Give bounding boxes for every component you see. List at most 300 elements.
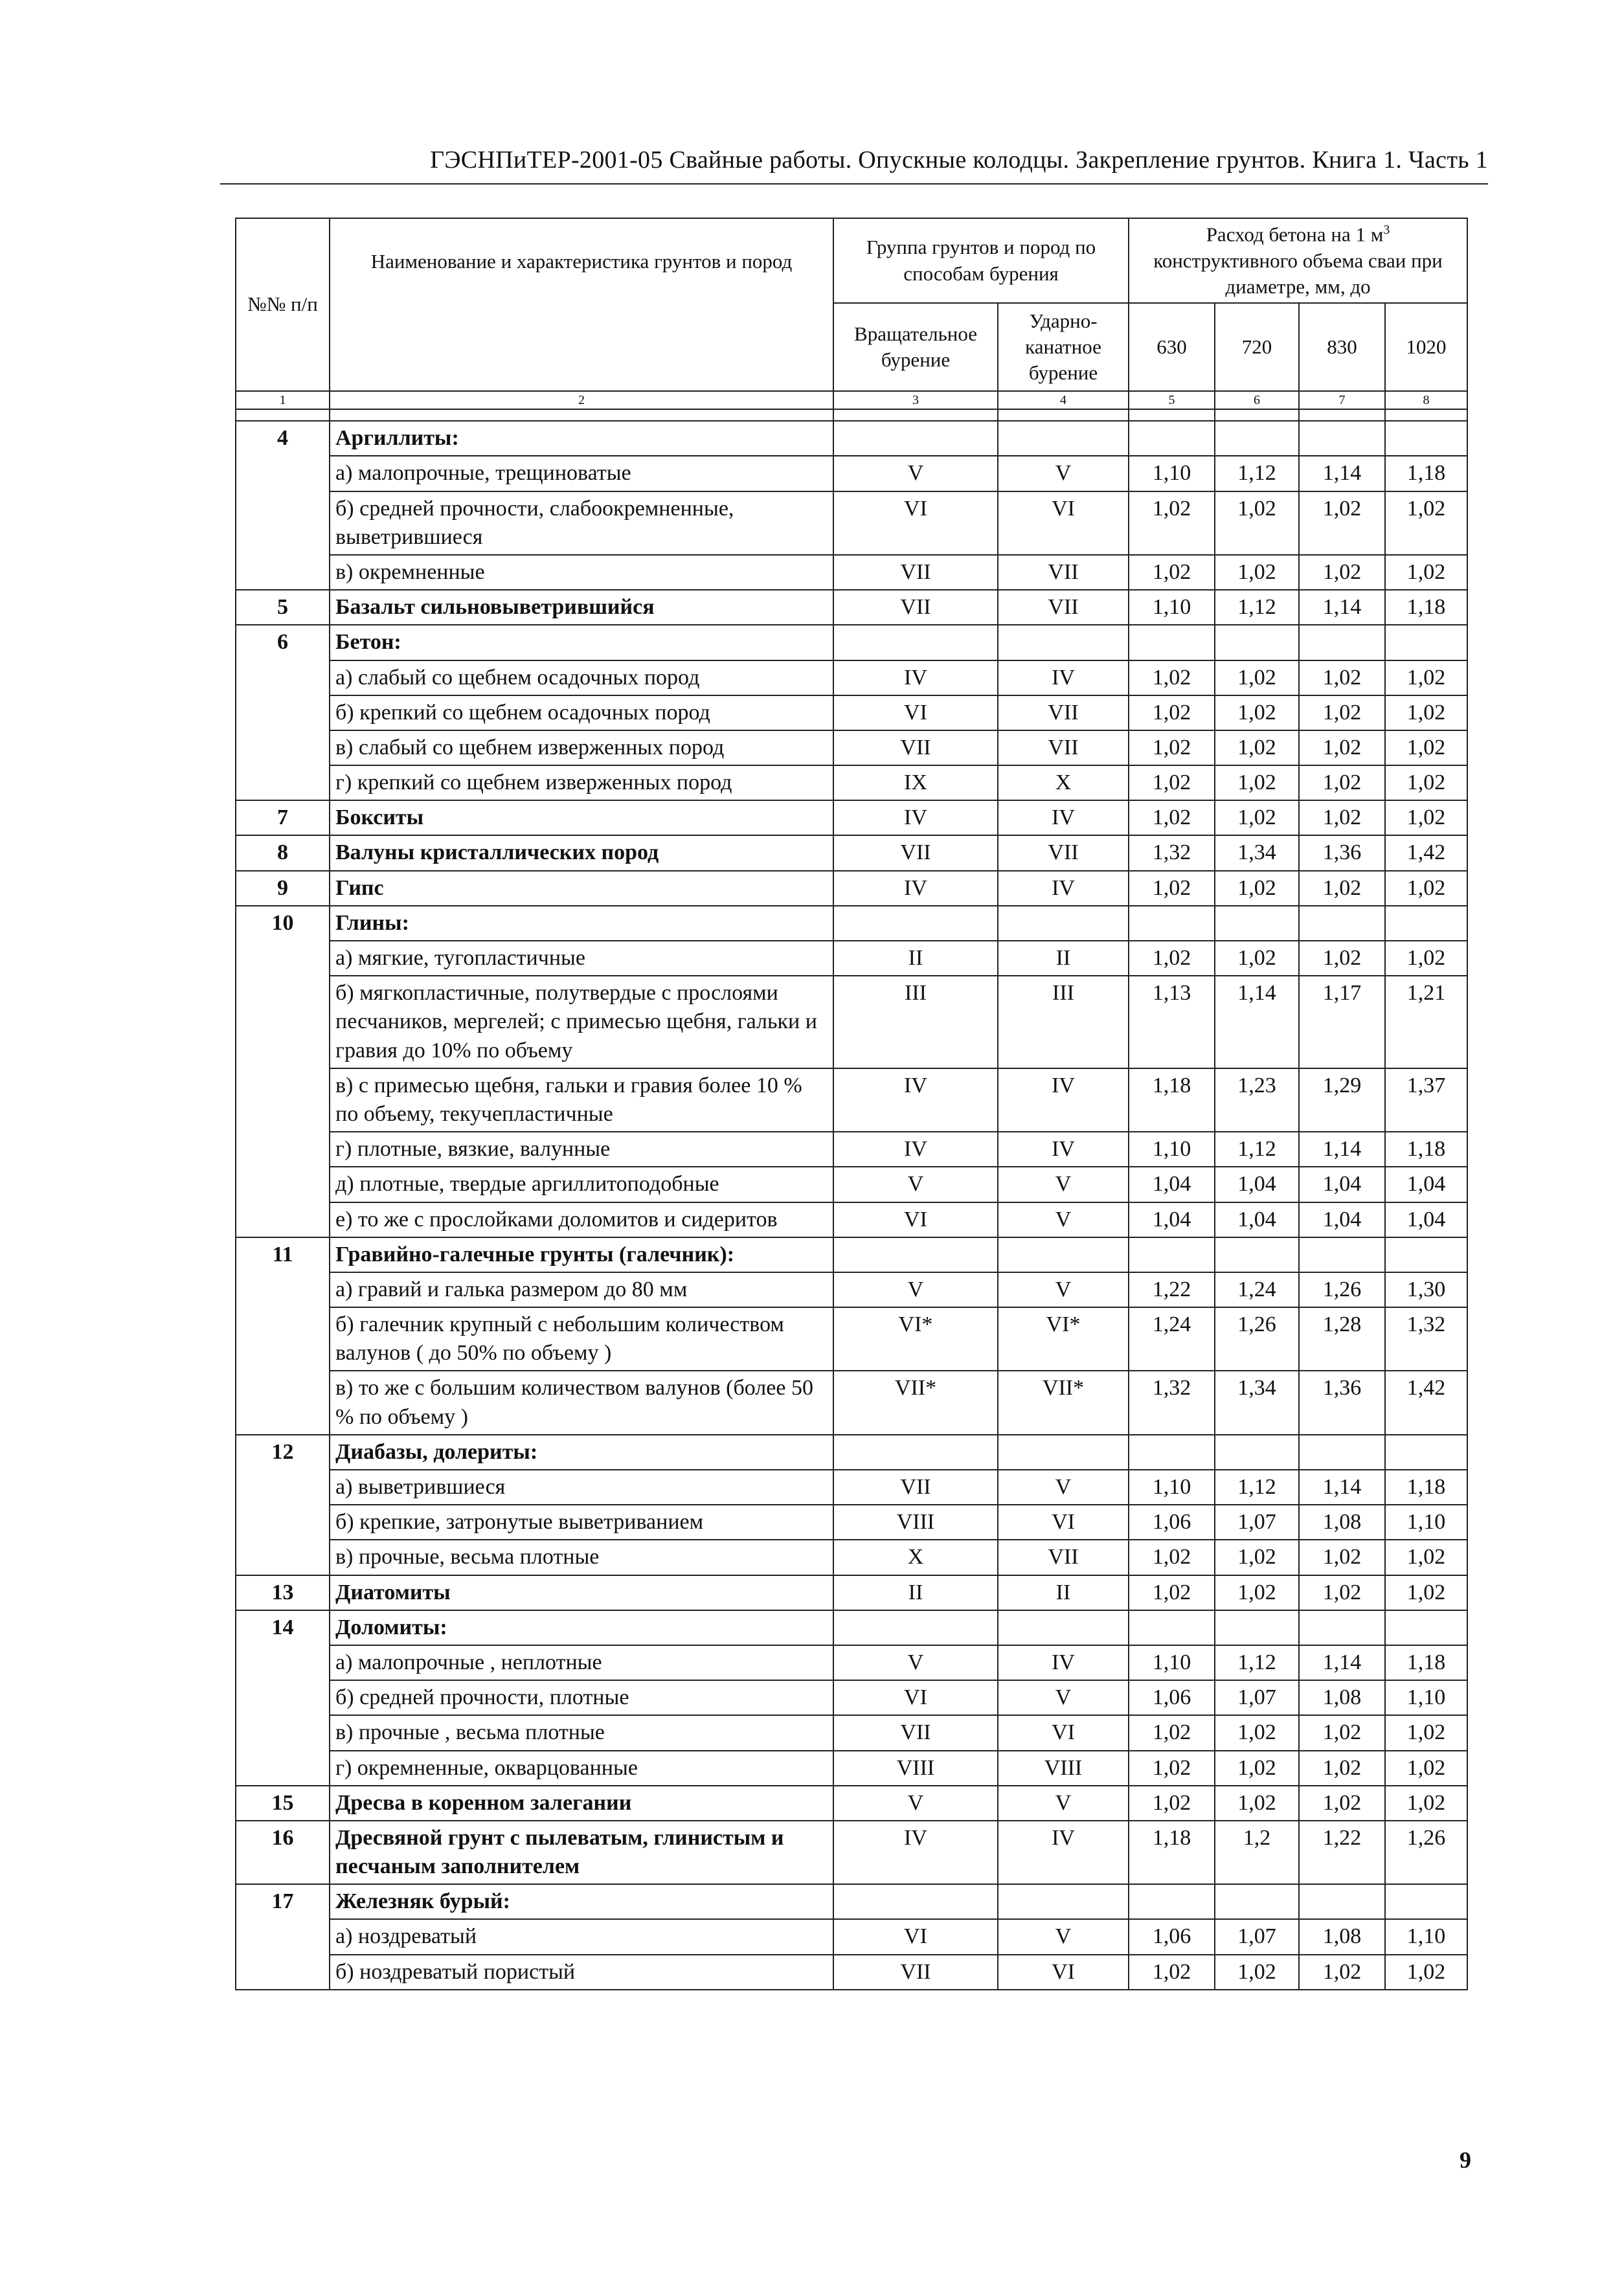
table-row xyxy=(236,456,1467,491)
group-number: 6 xyxy=(236,625,330,800)
table-row xyxy=(236,1645,1467,1680)
consumption-value: 1,08 xyxy=(1299,1919,1385,1954)
consumption-value: 1,06 xyxy=(1129,1505,1215,1540)
rotary-group: V xyxy=(833,456,998,491)
consumption-value: 1,04 xyxy=(1299,1167,1385,1202)
empty-cell xyxy=(1299,1435,1385,1470)
rotary-group: VII xyxy=(833,590,998,625)
consumption-value: 1,32 xyxy=(1129,835,1215,870)
consumption-value: 1,02 xyxy=(1299,491,1385,555)
consumption-label-a: Расход бетона на 1 м xyxy=(1206,223,1384,246)
empty-cell xyxy=(1215,1610,1299,1645)
consumption-value: 1,02 xyxy=(1299,1786,1385,1821)
empty-cell xyxy=(1129,906,1215,941)
table-row xyxy=(236,660,1467,695)
rotary-group: VII xyxy=(833,1715,998,1750)
consumption-value: 1,04 xyxy=(1385,1167,1467,1202)
table-row xyxy=(236,1167,1467,1202)
rotary-group: VII xyxy=(833,555,998,590)
consumption-value: 1,02 xyxy=(1215,1540,1299,1575)
percussion-group: VII xyxy=(998,730,1129,765)
consumption-value: 1,06 xyxy=(1129,1680,1215,1715)
rotary-group: VI xyxy=(833,1202,998,1237)
empty-cell xyxy=(1129,1237,1215,1272)
group-row xyxy=(236,906,1467,941)
percussion-group: VII xyxy=(998,835,1129,870)
consumption-value: 1,26 xyxy=(1299,1272,1385,1307)
rotary-group: VI xyxy=(833,491,998,555)
rotary-group: VII xyxy=(833,1470,998,1505)
row-name: в) прочные, весьма плотные xyxy=(330,1540,833,1575)
group-number: 8 xyxy=(236,835,330,870)
consumption-value: 1,04 xyxy=(1129,1202,1215,1237)
empty-cell xyxy=(1129,1610,1215,1645)
consumption-value: 1,04 xyxy=(1129,1167,1215,1202)
consumption-value: 1,18 xyxy=(1385,590,1467,625)
consumption-value: 1,02 xyxy=(1299,1955,1385,1990)
consumption-value: 1,10 xyxy=(1129,590,1215,625)
empty-cell xyxy=(998,1237,1129,1272)
rotary-group: IV xyxy=(833,871,998,906)
consumption-value: 1,02 xyxy=(1385,800,1467,835)
table-row xyxy=(236,1068,1467,1132)
consumption-value: 1,10 xyxy=(1385,1919,1467,1954)
percussion-group: V xyxy=(998,1919,1129,1954)
table-row xyxy=(236,491,1467,555)
col-header-rotary: Вращательное бурение xyxy=(833,303,998,391)
consumption-value: 1,02 xyxy=(1215,941,1299,976)
col-index: 5 xyxy=(1129,391,1215,409)
page-header: ГЭСНПиТЕР-2001-05 Свайные работы. Опускные колодцы. Закрепление грунтов. Книга 1. Часть 1 xyxy=(220,146,1488,185)
consumption-value: 1,32 xyxy=(1129,1371,1215,1434)
empty-cell xyxy=(1129,625,1215,660)
consumption-label-b: конструктивного объема сваи при диаметре, мм, до xyxy=(1153,249,1443,298)
consumption-value: 1,02 xyxy=(1385,1575,1467,1610)
percussion-group: II xyxy=(998,1575,1129,1610)
consumption-value: 1,12 xyxy=(1215,590,1299,625)
percussion-group: V xyxy=(998,1680,1129,1715)
rotary-group: VI xyxy=(833,1919,998,1954)
consumption-value: 1,02 xyxy=(1215,555,1299,590)
consumption-value: 1,07 xyxy=(1215,1505,1299,1540)
consumption-value: 1,36 xyxy=(1299,1371,1385,1434)
percussion-group: VIII xyxy=(998,1751,1129,1786)
col-header-percussion: Ударно-канатное бурение xyxy=(998,303,1129,391)
consumption-value: 1,02 xyxy=(1385,555,1467,590)
group-row xyxy=(236,625,1467,660)
row-name: г) окремненные, окварцованные xyxy=(330,1751,833,1786)
col-index: 8 xyxy=(1385,391,1467,409)
table-row xyxy=(236,1371,1467,1434)
table-row xyxy=(236,1955,1467,1990)
consumption-value: 1,18 xyxy=(1385,1645,1467,1680)
row-name: а) слабый со щебнем осадочных пород xyxy=(330,660,833,695)
consumption-value: 1,24 xyxy=(1129,1307,1215,1371)
consumption-value: 1,02 xyxy=(1129,491,1215,555)
percussion-group: VII xyxy=(998,695,1129,730)
consumption-value: 1,21 xyxy=(1385,976,1467,1068)
consumption-value: 1,02 xyxy=(1299,660,1385,695)
percussion-group: IV xyxy=(998,1068,1129,1132)
empty-cell xyxy=(1385,625,1467,660)
row-name: в) прочные , весьма плотные xyxy=(330,1715,833,1750)
col-index: 1 xyxy=(236,391,330,409)
table-row xyxy=(236,1505,1467,1540)
consumption-value: 1,30 xyxy=(1385,1272,1467,1307)
rotary-group: VII* xyxy=(833,1371,998,1434)
consumption-value: 1,02 xyxy=(1129,660,1215,695)
group-row xyxy=(236,1610,1467,1645)
consumption-value: 1,02 xyxy=(1299,765,1385,800)
consumption-value: 1,2 xyxy=(1215,1821,1299,1884)
table-row xyxy=(236,1470,1467,1505)
table-row xyxy=(236,941,1467,976)
consumption-value: 1,13 xyxy=(1129,976,1215,1068)
empty-cell xyxy=(833,1884,998,1919)
consumption-value: 1,04 xyxy=(1215,1202,1299,1237)
consumption-value: 1,02 xyxy=(1385,1955,1467,1990)
consumption-value: 1,02 xyxy=(1299,1751,1385,1786)
empty-cell xyxy=(1299,1884,1385,1919)
group-row xyxy=(236,1884,1467,1919)
consumption-value: 1,10 xyxy=(1129,456,1215,491)
percussion-group: IV xyxy=(998,660,1129,695)
consumption-value: 1,12 xyxy=(1215,1132,1299,1167)
percussion-group: X xyxy=(998,765,1129,800)
consumption-value: 1,02 xyxy=(1129,555,1215,590)
consumption-value: 1,12 xyxy=(1215,1645,1299,1680)
consumption-value: 1,26 xyxy=(1385,1821,1467,1884)
consumption-value: 1,23 xyxy=(1215,1068,1299,1132)
rotary-group: IV xyxy=(833,1132,998,1167)
group-row xyxy=(236,590,1467,625)
consumption-value: 1,12 xyxy=(1215,1470,1299,1505)
group-number: 10 xyxy=(236,906,330,1237)
empty-cell xyxy=(1215,1884,1299,1919)
row-name: в) слабый со щебнем изверженных пород xyxy=(330,730,833,765)
consumption-value: 1,32 xyxy=(1385,1307,1467,1371)
consumption-value: 1,18 xyxy=(1385,1470,1467,1505)
consumption-value: 1,14 xyxy=(1299,456,1385,491)
consumption-value: 1,02 xyxy=(1385,765,1467,800)
consumption-value: 1,29 xyxy=(1299,1068,1385,1132)
percussion-group: III xyxy=(998,976,1129,1068)
group-number: 7 xyxy=(236,800,330,835)
consumption-value: 1,37 xyxy=(1385,1068,1467,1132)
group-number: 13 xyxy=(236,1575,330,1610)
row-name: б) средней прочности, слабоокремненные, выветрившиеся xyxy=(330,491,833,555)
consumption-value: 1,02 xyxy=(1215,1751,1299,1786)
group-row xyxy=(236,1786,1467,1821)
table-row xyxy=(236,1132,1467,1167)
consumption-value: 1,02 xyxy=(1129,1715,1215,1750)
row-name: а) выветрившиеся xyxy=(330,1470,833,1505)
percussion-group: V xyxy=(998,1272,1129,1307)
percussion-group: II xyxy=(998,941,1129,976)
row-name: а) гравий и галька размером до 80 мм xyxy=(330,1272,833,1307)
percussion-group: IV xyxy=(998,1645,1129,1680)
group-title: Гравийно-галечные грунты (галечник): xyxy=(330,1237,833,1272)
consumption-value: 1,14 xyxy=(1215,976,1299,1068)
empty-cell xyxy=(1385,906,1467,941)
percussion-group: VII xyxy=(998,555,1129,590)
consumption-value: 1,02 xyxy=(1129,1955,1215,1990)
consumption-value: 1,02 xyxy=(1215,1786,1299,1821)
consumption-value: 1,02 xyxy=(1299,555,1385,590)
percussion-group: VI xyxy=(998,1505,1129,1540)
group-row xyxy=(236,1237,1467,1272)
empty-cell xyxy=(1299,625,1385,660)
table-row xyxy=(236,1540,1467,1575)
consumption-value: 1,04 xyxy=(1385,1202,1467,1237)
consumption-value: 1,02 xyxy=(1299,941,1385,976)
consumption-value: 1,02 xyxy=(1215,1955,1299,1990)
rotary-group: X xyxy=(833,1540,998,1575)
consumption-value: 1,02 xyxy=(1215,491,1299,555)
table-row xyxy=(236,1751,1467,1786)
percussion-group: V xyxy=(998,1202,1129,1237)
empty-cell xyxy=(1215,625,1299,660)
row-name: г) плотные, вязкие, валунные xyxy=(330,1132,833,1167)
consumption-value: 1,02 xyxy=(1129,1786,1215,1821)
group-row xyxy=(236,1435,1467,1470)
consumption-value: 1,02 xyxy=(1299,730,1385,765)
empty-cell xyxy=(1299,906,1385,941)
rotary-group: V xyxy=(833,1167,998,1202)
consumption-value: 1,10 xyxy=(1385,1505,1467,1540)
empty-cell xyxy=(998,625,1129,660)
rotary-group: VII xyxy=(833,730,998,765)
consumption-value: 1,02 xyxy=(1215,765,1299,800)
row-name: б) крепкий со щебнем осадочных пород xyxy=(330,695,833,730)
table-row xyxy=(236,1715,1467,1750)
row-name: б) крепкие, затронутые выветриванием xyxy=(330,1505,833,1540)
group-title: Валуны кристаллических пород xyxy=(330,835,833,870)
table-row xyxy=(236,765,1467,800)
table-row xyxy=(236,976,1467,1068)
consumption-value: 1,26 xyxy=(1215,1307,1299,1371)
group-row xyxy=(236,1575,1467,1610)
consumption-value: 1,02 xyxy=(1385,1751,1467,1786)
consumption-value: 1,02 xyxy=(1215,730,1299,765)
consumption-value: 1,04 xyxy=(1215,1167,1299,1202)
consumption-value: 1,34 xyxy=(1215,1371,1299,1434)
rotary-group: VII xyxy=(833,1955,998,1990)
rotary-group: III xyxy=(833,976,998,1068)
group-title: Базальт сильновыветрившийся xyxy=(330,590,833,625)
group-title: Бокситы xyxy=(330,800,833,835)
consumption-value: 1,36 xyxy=(1299,835,1385,870)
consumption-value: 1,08 xyxy=(1299,1680,1385,1715)
empty-cell xyxy=(1385,1884,1467,1919)
empty-cell xyxy=(998,1884,1129,1919)
empty-cell xyxy=(998,1610,1129,1645)
consumption-value: 1,06 xyxy=(1129,1919,1215,1954)
empty-cell xyxy=(998,421,1129,456)
consumption-value: 1,02 xyxy=(1385,1715,1467,1750)
row-name: е) то же с прослойками доломитов и сидеритов xyxy=(330,1202,833,1237)
percussion-group: VI* xyxy=(998,1307,1129,1371)
group-title: Глины: xyxy=(330,906,833,941)
group-number: 5 xyxy=(236,590,330,625)
group-title: Диатомиты xyxy=(330,1575,833,1610)
consumption-value: 1,02 xyxy=(1299,695,1385,730)
consumption-value: 1,24 xyxy=(1215,1272,1299,1307)
percussion-group: V xyxy=(998,1786,1129,1821)
empty-cell xyxy=(833,421,998,456)
group-title: Железняк бурый: xyxy=(330,1884,833,1919)
consumption-value: 1,02 xyxy=(1129,800,1215,835)
consumption-value: 1,02 xyxy=(1129,1575,1215,1610)
empty-cell xyxy=(1299,1237,1385,1272)
row-name: а) мягкие, тугопластичные xyxy=(330,941,833,976)
col-index: 3 xyxy=(833,391,998,409)
percussion-group: VII* xyxy=(998,1371,1129,1434)
consumption-value: 1,02 xyxy=(1129,941,1215,976)
empty-cell xyxy=(1385,1435,1467,1470)
rotary-group: VI xyxy=(833,695,998,730)
table-row xyxy=(236,1272,1467,1307)
consumption-value: 1,02 xyxy=(1299,871,1385,906)
group-row xyxy=(236,1821,1467,1884)
empty-cell xyxy=(833,1435,998,1470)
row-name: а) малопрочные , неплотные xyxy=(330,1645,833,1680)
col-index: 2 xyxy=(330,391,833,409)
consumption-value: 1,02 xyxy=(1385,730,1467,765)
consumption-value: 1,02 xyxy=(1299,1715,1385,1750)
consumption-value: 1,34 xyxy=(1215,835,1299,870)
empty-cell xyxy=(998,906,1129,941)
consumption-value: 1,02 xyxy=(1299,800,1385,835)
empty-cell xyxy=(1299,421,1385,456)
group-number: 9 xyxy=(236,871,330,906)
consumption-value: 1,02 xyxy=(1129,1751,1215,1786)
empty-cell xyxy=(1215,421,1299,456)
empty-cell xyxy=(1215,1435,1299,1470)
rotary-group: V xyxy=(833,1645,998,1680)
rotary-group: IX xyxy=(833,765,998,800)
empty-cell xyxy=(1215,1237,1299,1272)
table-row xyxy=(236,695,1467,730)
page-number: 9 xyxy=(1460,2147,1471,2173)
percussion-group: VII xyxy=(998,590,1129,625)
percussion-group: VI xyxy=(998,1955,1129,1990)
row-name: а) малопрочные, трещиноватые xyxy=(330,456,833,491)
consumption-superscript: 3 xyxy=(1383,223,1390,237)
table-row xyxy=(236,730,1467,765)
group-title: Диабазы, долериты: xyxy=(330,1435,833,1470)
percussion-group: V xyxy=(998,1470,1129,1505)
row-name: г) крепкий со щебнем изверженных пород xyxy=(330,765,833,800)
col-index: 7 xyxy=(1299,391,1385,409)
group-number: 16 xyxy=(236,1821,330,1884)
rotary-group: VI* xyxy=(833,1307,998,1371)
group-number: 15 xyxy=(236,1786,330,1821)
consumption-value: 1,02 xyxy=(1215,660,1299,695)
empty-cell xyxy=(1215,906,1299,941)
table-row xyxy=(236,1307,1467,1371)
percussion-group: V xyxy=(998,1167,1129,1202)
group-title: Дресвяной грунт с пылеватым, глинистым и песчаным заполнителем xyxy=(330,1821,833,1884)
group-number: 14 xyxy=(236,1610,330,1786)
group-title: Аргиллиты: xyxy=(330,421,833,456)
table-row xyxy=(236,1919,1467,1954)
empty-cell xyxy=(1385,421,1467,456)
col-header-diameter: 720 xyxy=(1215,303,1299,391)
group-title: Дресва в коренном залегании xyxy=(330,1786,833,1821)
rotary-group: VI xyxy=(833,1680,998,1715)
rotary-group: II xyxy=(833,941,998,976)
percussion-group: IV xyxy=(998,1132,1129,1167)
consumption-value: 1,42 xyxy=(1385,835,1467,870)
row-name: б) ноздреватый пористый xyxy=(330,1955,833,1990)
table-row xyxy=(236,555,1467,590)
consumption-value: 1,04 xyxy=(1299,1202,1385,1237)
consumption-value: 1,07 xyxy=(1215,1680,1299,1715)
group-row xyxy=(236,421,1467,456)
consumption-value: 1,07 xyxy=(1215,1919,1299,1954)
percussion-group: IV xyxy=(998,871,1129,906)
consumption-value: 1,02 xyxy=(1129,695,1215,730)
consumption-value: 1,10 xyxy=(1385,1680,1467,1715)
consumption-value: 1,02 xyxy=(1385,871,1467,906)
table-row xyxy=(236,1680,1467,1715)
consumption-value: 1,02 xyxy=(1215,1715,1299,1750)
empty-cell xyxy=(1129,1884,1215,1919)
row-name: б) мягкопластичные, полутвердые с прослоями песчаников, мергелей; с примесью щебня, гальки и гравия до 10% по объему xyxy=(330,976,833,1068)
soil-table xyxy=(235,218,1468,1990)
consumption-value: 1,08 xyxy=(1299,1505,1385,1540)
consumption-value: 1,02 xyxy=(1215,1575,1299,1610)
group-number: 12 xyxy=(236,1435,330,1575)
consumption-value: 1,02 xyxy=(1215,800,1299,835)
row-name: б) галечник крупный с небольшим количеством валунов ( до 50% по объему ) xyxy=(330,1307,833,1371)
col-header-group: Группа грунтов и пород по способам бурения xyxy=(833,218,1129,303)
group-row xyxy=(236,871,1467,906)
consumption-value: 1,02 xyxy=(1215,871,1299,906)
rotary-group: IV xyxy=(833,1821,998,1884)
rotary-group: VIII xyxy=(833,1505,998,1540)
rotary-group: IV xyxy=(833,660,998,695)
percussion-group: VI xyxy=(998,491,1129,555)
consumption-value: 1,02 xyxy=(1385,941,1467,976)
consumption-value: 1,22 xyxy=(1299,1821,1385,1884)
consumption-value: 1,10 xyxy=(1129,1132,1215,1167)
rotary-group: V xyxy=(833,1272,998,1307)
col-header-diameter: 630 xyxy=(1129,303,1215,391)
empty-cell xyxy=(1299,1610,1385,1645)
consumption-value: 1,02 xyxy=(1385,1540,1467,1575)
consumption-value: 1,42 xyxy=(1385,1371,1467,1434)
group-number: 4 xyxy=(236,421,330,590)
consumption-value: 1,17 xyxy=(1299,976,1385,1068)
consumption-value: 1,02 xyxy=(1299,1540,1385,1575)
empty-cell xyxy=(833,1610,998,1645)
consumption-value: 1,02 xyxy=(1385,660,1467,695)
consumption-value: 1,28 xyxy=(1299,1307,1385,1371)
table-row xyxy=(236,1202,1467,1237)
empty-cell xyxy=(998,1435,1129,1470)
empty-cell xyxy=(1385,1610,1467,1645)
consumption-value: 1,02 xyxy=(1299,1575,1385,1610)
row-name: в) с примесью щебня, гальки и гравия более 10 % по объему, текучепластичные xyxy=(330,1068,833,1132)
consumption-value: 1,10 xyxy=(1129,1645,1215,1680)
rotary-group: VII xyxy=(833,835,998,870)
consumption-value: 1,10 xyxy=(1129,1470,1215,1505)
column-index-row xyxy=(236,391,1467,409)
group-title: Гипс xyxy=(330,871,833,906)
group-number: 17 xyxy=(236,1884,330,1990)
